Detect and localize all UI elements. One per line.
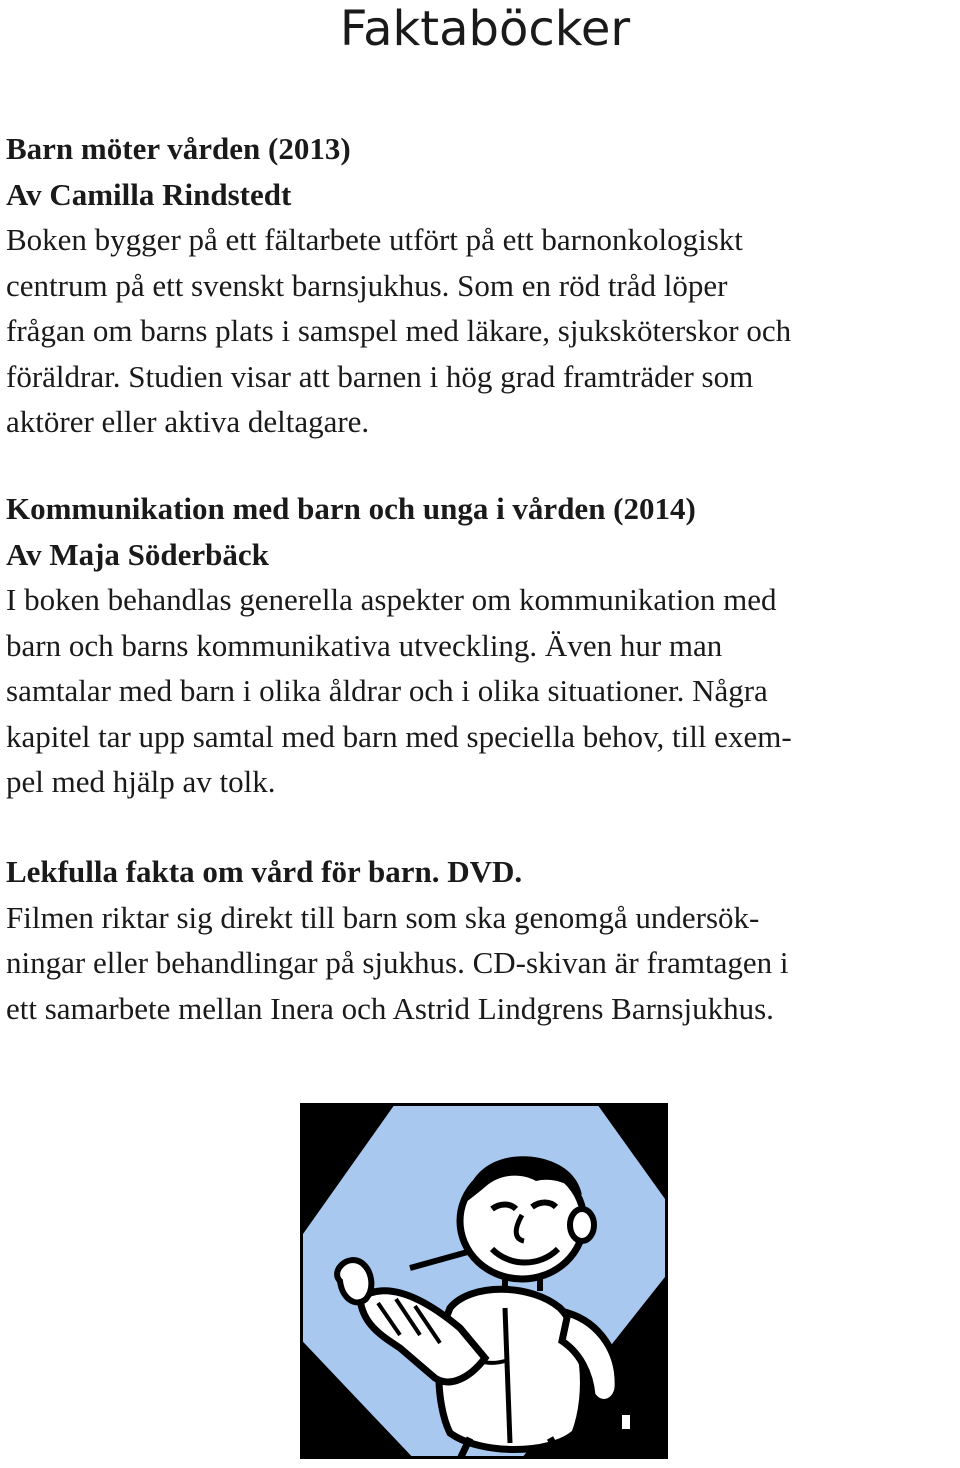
dvd-description	[6, 895, 958, 1032]
book-description	[6, 217, 958, 445]
description-line: ningar eller behandlingar på sjukhus. CD-skivan är framtagen i	[6, 945, 789, 980]
dvd-title: Lekfulla fakta om vård för barn. DVD.	[6, 854, 523, 889]
dvd-entry	[6, 849, 958, 1031]
description-line: kapitel tar upp samtal med barn med speciella behov, till exem-	[6, 718, 792, 754]
description-line: frågan om barns plats i samspel med läkare, sjuksköterskor och	[6, 313, 792, 348]
description-line: aktörer eller aktiva deltagare.	[6, 404, 370, 439]
book-title: Kommunikation med barn och unga i vården (2014)	[6, 491, 696, 526]
description-line: barn och barns kommunikativa utveckling. Även hur man	[6, 627, 723, 663]
boy-with-arm-cast-illustration	[300, 1103, 668, 1459]
page-title: Faktaböcker	[339, 1, 631, 57]
description-line: Filmen riktar sig direkt till barn som ska genomgå undersök-	[6, 899, 760, 935]
description-line: föräldrar. Studien visar att barnen i hög grad framträder som	[6, 358, 754, 394]
description-line: ett samarbete mellan Inera och Astrid Lindgrens Barnsjukhus.	[6, 990, 774, 1026]
book-entry	[6, 126, 958, 445]
description-line: samtalar med barn i olika åldrar och i olika situationer. Några	[6, 673, 768, 708]
description-line: pel med hjälp av tolk.	[6, 764, 276, 799]
book-author: Av Maja Söderbäck	[6, 536, 269, 572]
book-title: Barn möter vården (2013)	[6, 131, 351, 166]
description-line: I boken behandlas generella aspekter om kommunikation med	[6, 582, 777, 617]
description-line: Boken bygger på ett fältarbete utfört på ett barnonkologiskt	[6, 222, 743, 257]
description-line: centrum på ett svenskt barnsjukhus. Som en röd tråd löper	[6, 267, 728, 303]
book-entry	[6, 486, 958, 805]
book-author: Av Camilla Rindstedt	[6, 176, 292, 212]
book-description	[6, 577, 958, 805]
